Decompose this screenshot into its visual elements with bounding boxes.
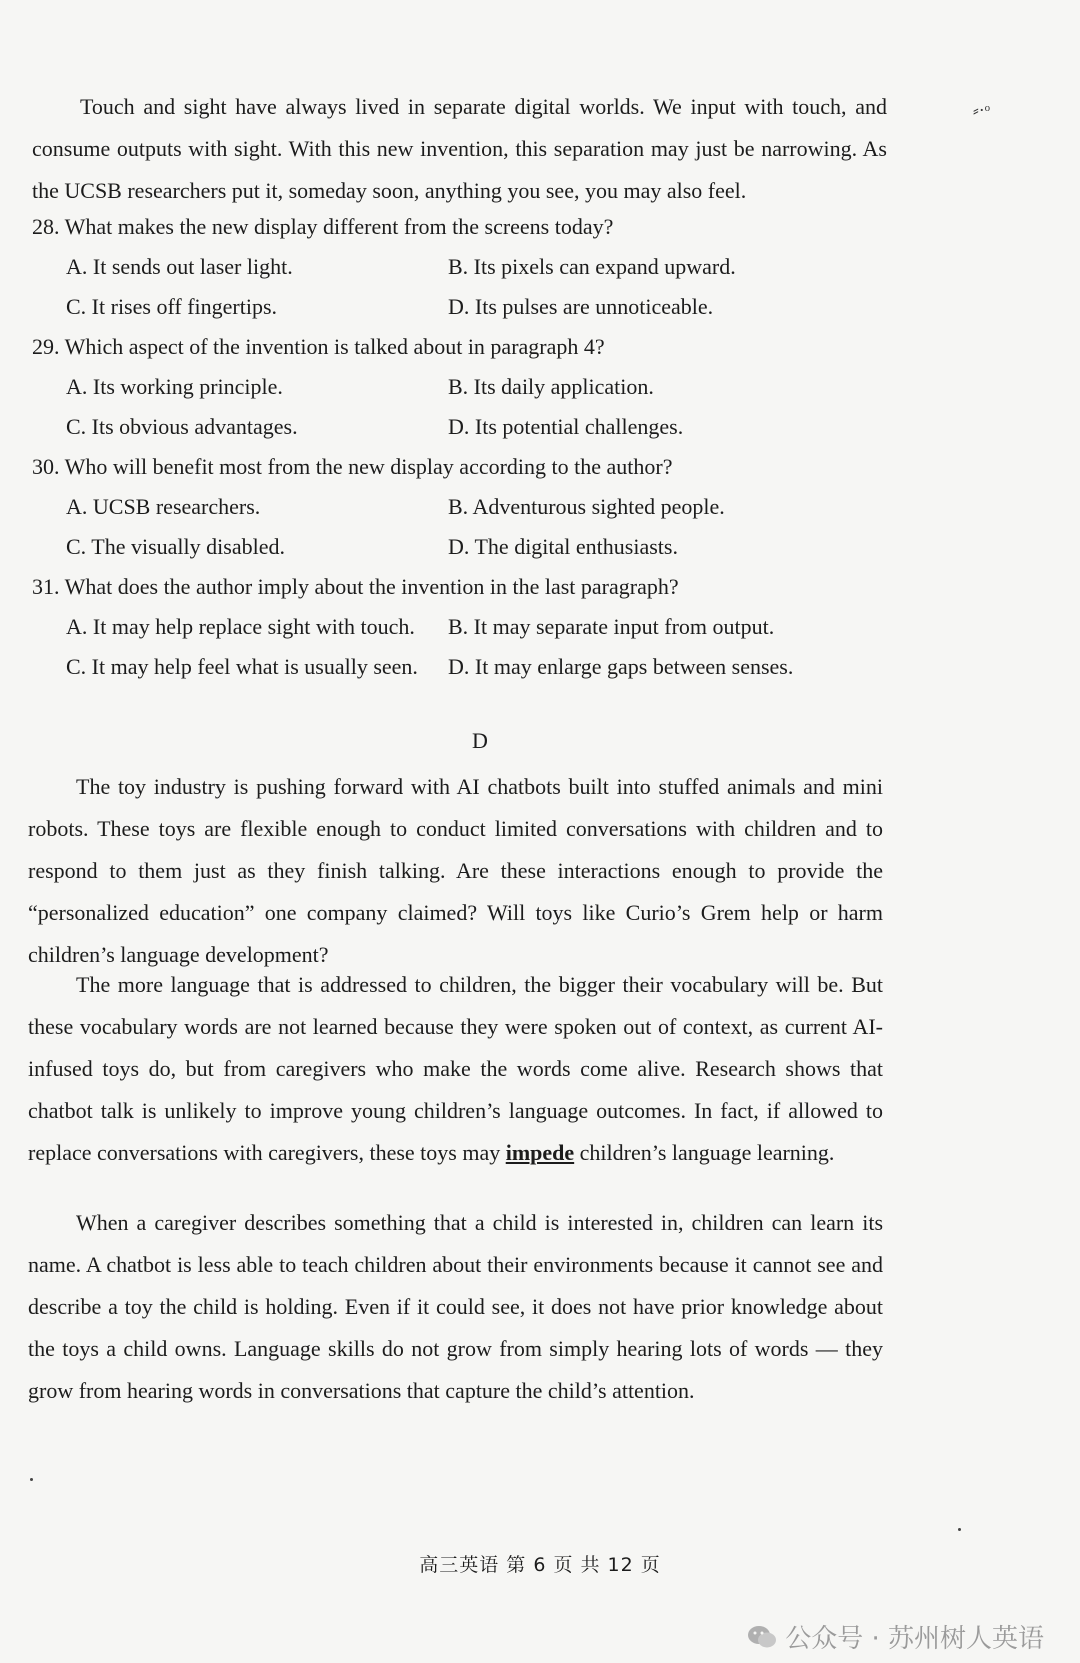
question-30-option-d: D. The digital enthusiasts.	[448, 534, 678, 559]
page-footer: 高三英语 第 6 页 共 12 页	[419, 1554, 661, 1576]
question-29: 29. Which aspect of the invention is talked about in paragraph 4?	[32, 334, 605, 359]
section-d-paragraph-1: The toy industry is pushing forward with AI chatbots built into stuffed animals and mini robots. These toys are flexible enough to conduct limited conversations with children and to respond to them just as they finish talking. Are these interactions enough to provide the “personalized education” one company claimed? Will toys like Curio’s Grem help or harm children’s language development?	[28, 774, 883, 967]
question-31: 31. What does the author imply about the invention in the last paragraph?	[32, 574, 679, 599]
passage-c-final-paragraph: Touch and sight have always lived in separate digital worlds. We input with touch, and consume outputs with sight. With this new invention, this separation may just be narrowing. As the UCSB researchers put it, someday soon, anything you see, you may also feel.	[32, 94, 887, 203]
question-30-option-b: B. Adventurous sighted people.	[448, 494, 725, 519]
question-31-option-d: D. It may enlarge gaps between senses.	[448, 654, 794, 679]
underlined-word-impede: impede	[505, 1140, 575, 1165]
question-28-option-a: A. It sends out laser light.	[66, 254, 293, 279]
question-29-option-d: D. Its potential challenges.	[448, 414, 684, 439]
question-28-option-d: D. Its pulses are unnoticeable.	[448, 294, 714, 319]
question-29-option-b: B. Its daily application.	[448, 374, 654, 399]
watermark-text: 公众号 · 苏州树人英语	[785, 1624, 1044, 1654]
question-30-option-c: C. The visually disabled.	[66, 534, 285, 559]
question-29-option-c: C. Its obvious advantages.	[66, 414, 298, 439]
question-28-option-c: C. It rises off fingertips.	[66, 294, 278, 319]
section-d-paragraph-2	[28, 964, 883, 1174]
section-d-heading: D	[472, 728, 488, 753]
scan-speck	[30, 1478, 33, 1481]
question-31-option-c: C. It may help feel what is usually seen.	[66, 654, 418, 679]
watermark	[747, 1618, 1044, 1655]
paragraph-2-text: The more language that is addressed to children, the bigger their vocabulary will be. But these vocabulary words are not learned because they were spoken out of context, as current AI-infused toys do, but from caregivers who make the words come alive. Research shows that chatbot talk is unlikely to improve young children’s language outcomes. In fact, if allowed to replace conversations with caregivers, these toys may	[28, 972, 883, 1165]
paragraph-2-tail: children’s language learning.	[574, 1140, 835, 1165]
section-d-paragraph-3: When a caregiver describes something that a child is interested in, children can learn its name. A chatbot is less able to teach children about their environments because it cannot see and describe a toy the child is holding. Even if it could see, it does not have prior knowledge about the toys a child owns. Language skills do not grow from simply hearing lots of words — they grow from hearing words in conversations that capture the child’s attention.	[28, 1210, 883, 1403]
question-31-option-b: B. It may separate input from output.	[448, 614, 775, 639]
pen-mark-icon: ⸗·ᵒ	[972, 100, 990, 120]
scan-speck	[958, 1528, 961, 1531]
question-31-option-a: A. It may help replace sight with touch.	[66, 614, 415, 639]
question-30: 30. Who will benefit most from the new display according to the author?	[32, 454, 673, 479]
question-28: 28. What makes the new display different from the screens today?	[32, 214, 614, 239]
question-30-option-a: A. UCSB researchers.	[66, 494, 261, 519]
question-28-option-b: B. Its pixels can expand upward.	[448, 254, 736, 279]
wechat-icon	[747, 1624, 777, 1650]
question-29-option-a: A. Its working principle.	[66, 374, 283, 399]
